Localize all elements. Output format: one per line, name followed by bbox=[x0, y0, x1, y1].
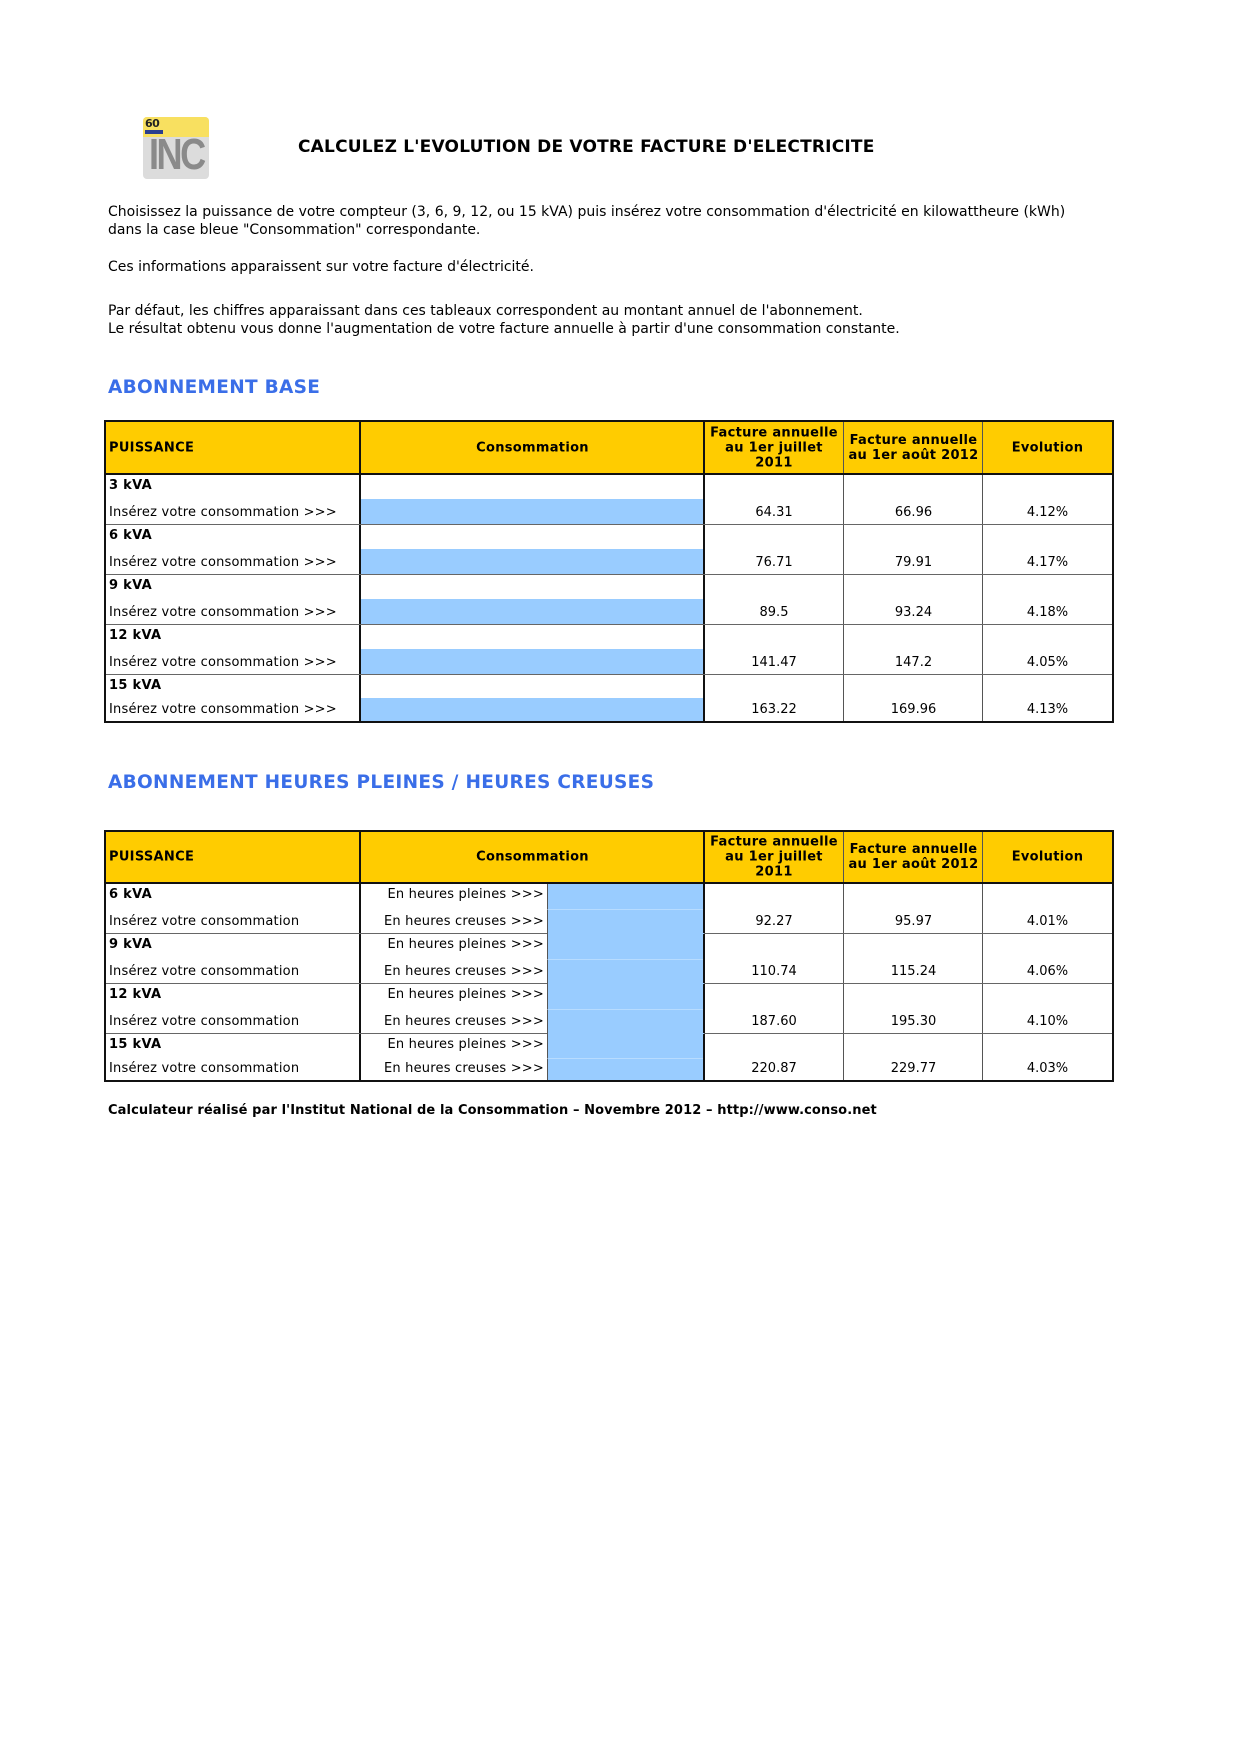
heures-pleines-input[interactable] bbox=[547, 984, 704, 1009]
kva-label: 15 kVA bbox=[109, 1037, 162, 1052]
evolution-value: 4.03% bbox=[1026, 1061, 1069, 1076]
kva-label: 12 kVA bbox=[109, 628, 162, 643]
footer-credit: Calculateur réalisé par l'Institut National de la Consommation – Novembre 2012 – http://www.conso.net bbox=[108, 1103, 877, 1118]
evolution-cell bbox=[982, 1034, 1112, 1080]
col-header-puissance bbox=[106, 832, 360, 882]
facture-2012-cell bbox=[843, 525, 983, 574]
consommation-cell bbox=[359, 675, 704, 721]
col-header-evolution-label: Evolution bbox=[1011, 849, 1084, 865]
insert-label: Insérez votre consommation >>> bbox=[109, 702, 337, 717]
evolution-value: 4.18% bbox=[1026, 605, 1069, 620]
facture-2011-cell bbox=[703, 884, 843, 933]
facture-2012-value: 115.24 bbox=[890, 964, 937, 979]
facture-2012-value: 66.96 bbox=[894, 505, 933, 520]
evolution-cell bbox=[982, 934, 1112, 983]
heures-creuses-input[interactable] bbox=[547, 909, 704, 934]
consommation-input[interactable] bbox=[361, 499, 704, 524]
evolution-value: 4.01% bbox=[1026, 914, 1069, 929]
logo-badge-60: 60 bbox=[145, 117, 160, 130]
table-header bbox=[106, 832, 1112, 884]
insert-label: Insérez votre consommation >>> bbox=[109, 655, 337, 670]
hdr-line: au 1er août 2012 bbox=[848, 447, 979, 463]
insert-label: Insérez votre consommation >>> bbox=[109, 505, 337, 520]
table-row bbox=[106, 984, 1112, 1034]
puissance-cell bbox=[106, 575, 360, 624]
facture-2012-cell bbox=[843, 884, 983, 933]
evolution-cell bbox=[982, 984, 1112, 1033]
facture-2012-cell bbox=[843, 625, 983, 674]
col-header-facture-2011 bbox=[703, 422, 843, 473]
facture-2012-value: 195.30 bbox=[890, 1014, 937, 1029]
insert-label: Insérez votre consommation >>> bbox=[109, 555, 337, 570]
facture-2012-value: 169.96 bbox=[890, 702, 937, 717]
evolution-value: 4.10% bbox=[1026, 1014, 1069, 1029]
kva-label: 6 kVA bbox=[109, 887, 152, 902]
kva-label: 15 kVA bbox=[109, 678, 162, 693]
facture-2011-value: 76.71 bbox=[755, 555, 793, 570]
intro-line-2: dans la case bleue "Consommation" correspondante. bbox=[108, 222, 481, 238]
facture-2011-cell bbox=[703, 475, 843, 524]
consommation-cell bbox=[359, 1034, 704, 1080]
inc-logo bbox=[143, 117, 209, 179]
heures-creuses-label: En heures creuses >>> bbox=[383, 1014, 544, 1029]
insert-label: Insérez votre consommation >>> bbox=[109, 605, 337, 620]
evolution-value: 4.17% bbox=[1026, 555, 1069, 570]
heures-creuses-input[interactable] bbox=[547, 1058, 704, 1080]
col-header-facture-2012-label bbox=[844, 842, 983, 872]
heures-creuses-label: En heures creuses >>> bbox=[383, 914, 544, 929]
facture-2011-cell bbox=[703, 934, 843, 983]
facture-2011-cell bbox=[703, 525, 843, 574]
facture-2011-value: 187.60 bbox=[751, 1014, 797, 1029]
evolution-cell bbox=[982, 475, 1112, 524]
heures-creuses-label: En heures creuses >>> bbox=[383, 1061, 544, 1076]
evolution-cell bbox=[982, 575, 1112, 624]
consommation-cell bbox=[359, 475, 704, 524]
consommation-input[interactable] bbox=[361, 649, 704, 674]
col-header-puissance-label: PUISSANCE bbox=[109, 849, 195, 865]
table-row bbox=[106, 675, 1112, 721]
facture-2011-value: 92.27 bbox=[755, 914, 793, 929]
puissance-cell bbox=[106, 625, 360, 674]
col-header-evolution bbox=[982, 832, 1112, 882]
col-header-facture-2011-label bbox=[705, 425, 843, 470]
insert-label: Insérez votre consommation bbox=[109, 1061, 300, 1076]
col-header-puissance bbox=[106, 422, 360, 473]
facture-2012-value: 93.24 bbox=[894, 605, 933, 620]
facture-2011-cell bbox=[703, 984, 843, 1033]
evolution-value: 4.05% bbox=[1026, 655, 1069, 670]
facture-2011-value: 163.22 bbox=[751, 702, 797, 717]
facture-2011-value: 220.87 bbox=[751, 1061, 797, 1076]
table-row bbox=[106, 934, 1112, 984]
col-header-puissance-label: PUISSANCE bbox=[109, 440, 195, 455]
hdr-line: au 1er juillet bbox=[725, 849, 823, 865]
evolution-value: 4.13% bbox=[1026, 702, 1069, 717]
hdr-line: 2011 bbox=[755, 455, 793, 470]
heures-creuses-input[interactable] bbox=[547, 1009, 704, 1034]
kva-label: 9 kVA bbox=[109, 578, 152, 593]
col-header-facture-2012 bbox=[843, 422, 983, 473]
col-header-consommation-label: Consommation bbox=[476, 440, 589, 455]
table-header bbox=[106, 422, 1112, 475]
evolution-value: 4.12% bbox=[1026, 505, 1069, 520]
insert-label: Insérez votre consommation bbox=[109, 1014, 300, 1029]
table-row bbox=[106, 625, 1112, 675]
facture-2011-cell bbox=[703, 625, 843, 674]
heures-pleines-input[interactable] bbox=[547, 884, 704, 909]
intro-line-4: Par défaut, les chiffres apparaissant dans ces tableaux correspondent au montant annuel de l'abonnement. bbox=[108, 303, 863, 319]
consommation-cell bbox=[359, 934, 704, 983]
insert-label: Insérez votre consommation bbox=[109, 914, 300, 929]
consommation-cell bbox=[359, 575, 704, 624]
puissance-cell bbox=[106, 1034, 360, 1080]
col-header-consommation bbox=[359, 422, 704, 473]
col-header-consommation bbox=[359, 832, 704, 882]
evolution-cell bbox=[982, 675, 1112, 721]
facture-2011-cell bbox=[703, 575, 843, 624]
consommation-cell bbox=[359, 525, 704, 574]
table-row bbox=[106, 1034, 1112, 1080]
section-heading-hphc: ABONNEMENT HEURES PLEINES / HEURES CREUSES bbox=[108, 772, 655, 793]
facture-2012-cell bbox=[843, 475, 983, 524]
logo-text: INC bbox=[148, 130, 204, 179]
col-header-evolution bbox=[982, 422, 1112, 473]
facture-2012-cell bbox=[843, 575, 983, 624]
heures-pleines-input[interactable] bbox=[547, 1034, 704, 1058]
heures-pleines-input[interactable] bbox=[547, 934, 704, 959]
facture-2012-cell bbox=[843, 675, 983, 721]
page-title: CALCULEZ L'EVOLUTION DE VOTRE FACTURE D'ELECTRICITE bbox=[298, 137, 875, 157]
col-header-consommation-label: Consommation bbox=[476, 849, 589, 865]
consommation-input[interactable] bbox=[361, 549, 704, 574]
kva-label: 9 kVA bbox=[109, 937, 152, 952]
hdr-line: Facture annuelle bbox=[710, 425, 838, 440]
puissance-cell bbox=[106, 984, 360, 1033]
puissance-cell bbox=[106, 525, 360, 574]
consommation-cell bbox=[359, 625, 704, 674]
hdr-line: 2011 bbox=[755, 864, 793, 880]
table-row bbox=[106, 525, 1112, 575]
facture-2012-value: 95.97 bbox=[894, 914, 933, 929]
consommation-cell bbox=[359, 884, 704, 933]
hdr-line: Facture annuelle bbox=[710, 834, 838, 850]
insert-label: Insérez votre consommation bbox=[109, 964, 300, 979]
puissance-cell bbox=[106, 884, 360, 933]
facture-2012-value: 79.91 bbox=[894, 555, 933, 570]
kva-label: 12 kVA bbox=[109, 987, 162, 1002]
table-hphc bbox=[104, 830, 1114, 1082]
facture-2011-value: 141.47 bbox=[751, 655, 797, 670]
consommation-cell bbox=[359, 984, 704, 1033]
col-header-facture-2011-label bbox=[705, 835, 843, 880]
hdr-line: Facture annuelle bbox=[849, 432, 978, 448]
evolution-cell bbox=[982, 884, 1112, 933]
facture-2012-cell bbox=[843, 934, 983, 983]
puissance-cell bbox=[106, 475, 360, 524]
col-header-facture-2011 bbox=[703, 832, 843, 882]
section-heading-base: ABONNEMENT BASE bbox=[108, 377, 321, 398]
facture-2012-cell bbox=[843, 984, 983, 1033]
facture-2011-value: 89.5 bbox=[759, 605, 789, 620]
heures-creuses-input[interactable] bbox=[547, 959, 704, 984]
heures-pleines-label: En heures pleines >>> bbox=[387, 987, 544, 1002]
consommation-input[interactable] bbox=[361, 599, 704, 624]
consommation-input[interactable] bbox=[361, 698, 704, 721]
facture-2011-cell bbox=[703, 675, 843, 721]
heures-pleines-label: En heures pleines >>> bbox=[387, 887, 544, 902]
table-base bbox=[104, 420, 1114, 723]
puissance-cell bbox=[106, 934, 360, 983]
table-row bbox=[106, 884, 1112, 934]
col-header-evolution-label: Evolution bbox=[1011, 440, 1084, 455]
hdr-line: au 1er juillet bbox=[725, 440, 823, 455]
table-row bbox=[106, 475, 1112, 525]
table-row bbox=[106, 575, 1112, 625]
facture-2012-cell bbox=[843, 1034, 983, 1080]
facture-2012-value: 229.77 bbox=[890, 1061, 937, 1076]
heures-creuses-label: En heures creuses >>> bbox=[383, 964, 544, 979]
facture-2012-value: 147.2 bbox=[894, 655, 933, 670]
puissance-cell bbox=[106, 675, 360, 721]
evolution-cell bbox=[982, 525, 1112, 574]
heures-pleines-label: En heures pleines >>> bbox=[387, 937, 544, 952]
heures-pleines-label: En heures pleines >>> bbox=[387, 1037, 544, 1052]
col-header-facture-2012-label bbox=[844, 433, 983, 463]
evolution-cell bbox=[982, 625, 1112, 674]
col-header-facture-2012 bbox=[843, 832, 983, 882]
facture-2011-value: 110.74 bbox=[751, 964, 797, 979]
kva-label: 6 kVA bbox=[109, 528, 152, 543]
intro-line-3: Ces informations apparaissent sur votre facture d'électricité. bbox=[108, 259, 534, 275]
hdr-line: Facture annuelle bbox=[849, 842, 978, 857]
intro-line-5: Le résultat obtenu vous donne l'augmentation de votre facture annuelle à partir d'une consommation constante. bbox=[108, 321, 900, 337]
kva-label: 3 kVA bbox=[109, 478, 152, 493]
intro-line-1: Choisissez la puissance de votre compteur (3, 6, 9, 12, ou 15 kVA) puis insérez votre consommation d'électricité en kilowattheure (kWh) bbox=[108, 204, 1066, 220]
facture-2011-cell bbox=[703, 1034, 843, 1080]
hdr-line: au 1er août 2012 bbox=[848, 857, 979, 872]
evolution-value: 4.06% bbox=[1026, 964, 1069, 979]
facture-2011-value: 64.31 bbox=[755, 505, 793, 520]
